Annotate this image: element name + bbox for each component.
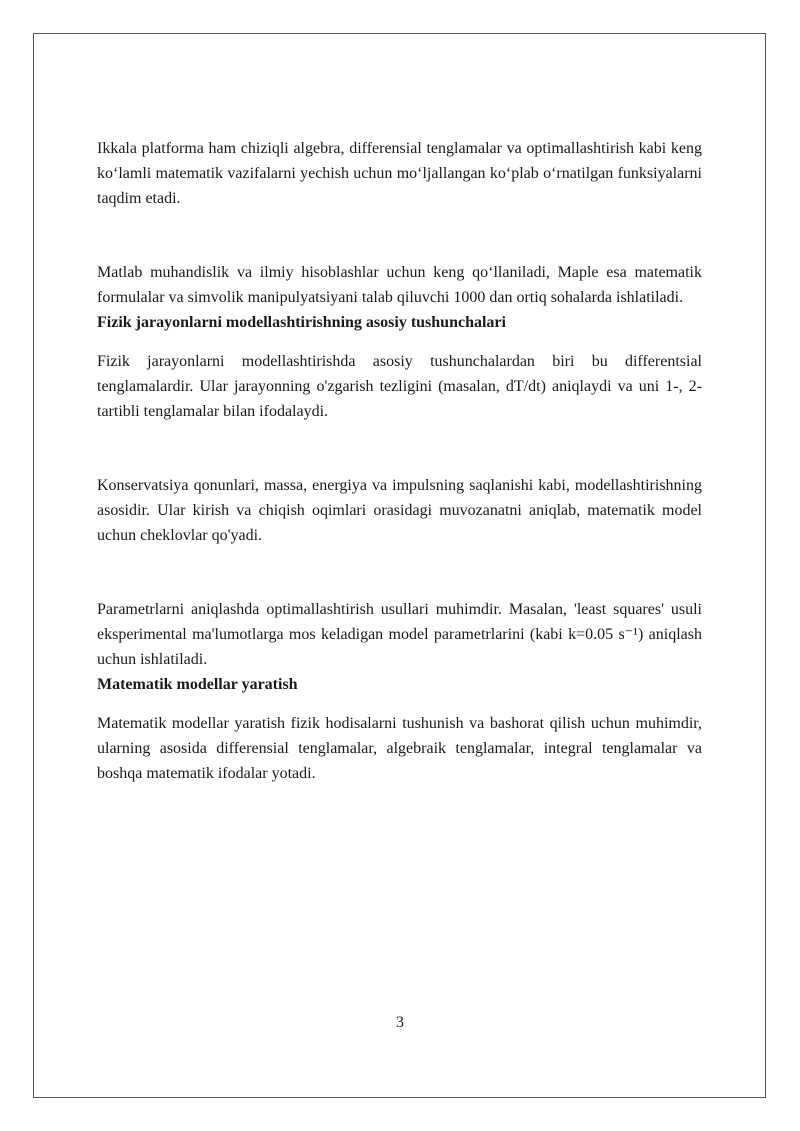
paragraph-conservation-laws: Konservatsiya qonunlari, massa, energiya va impulsning saqlanishi kabi, modellashtirishning asosidir. Ular kirish va chiqish oqimlari orasidagi muvozanatni aniqlab, matematik model uchun cheklovlar qo'yadi. (97, 477, 702, 544)
paragraph-matlab-maple: Matlab muhandislik va ilmiy hisoblashlar uchun keng qo‘llaniladi, Maple esa matematik formulalar va simvolik manipulyatsiyani talab qiluvchi 1000 dan ortiq sohalarda ishlatiladi. (97, 264, 702, 306)
section-heading-physical-modeling: Fizik jarayonlarni modellashtirishning asosiy tushunchalari (97, 314, 506, 331)
section-heading-creating-models: Matematik modellar yaratish (97, 676, 298, 693)
page-number: 3 (396, 1014, 404, 1031)
page-content (97, 136, 702, 786)
paragraph-parameter-estimation: Parametrlarni aniqlashda optimallashtirish usullari muhimdir. Masalan, 'least squares' usuli eksperimental ma'lumotlarga mos keladigan model parametrlarini (kabi k=0.05 s⁻¹) aniqlash uchun ishlatiladi. (97, 601, 702, 668)
paragraph-platform-functions: Ikkala platforma ham chiziqli algebra, differensial tenglamalar va optimallashtirish kabi keng ko‘lamli matematik vazifalarni yechish uchun mo‘ljallangan ko‘plab o‘rnatilgan funksiyalarni taqdim etadi. (97, 140, 702, 207)
paragraph-mathematical-models: Matematik modellar yaratish fizik hodisalarni tushunish va bashorat qilish uchun muhimdir, ularning asosida differensial tenglamalar, algebraik tenglamalar, integral tenglamalar va boshqa matematik ifodalar yotadi. (97, 715, 702, 782)
paragraph-differential-equations: Fizik jarayonlarni modellashtirishda asosiy tushunchalardan biri bu differentsial tenglamalardir. Ular jarayonning o'zgarish tezligini (masalan, dT/dt) aniqlaydi va uni 1-, 2-tartibli tenglamalar bilan ifodalaydi. (97, 353, 702, 420)
